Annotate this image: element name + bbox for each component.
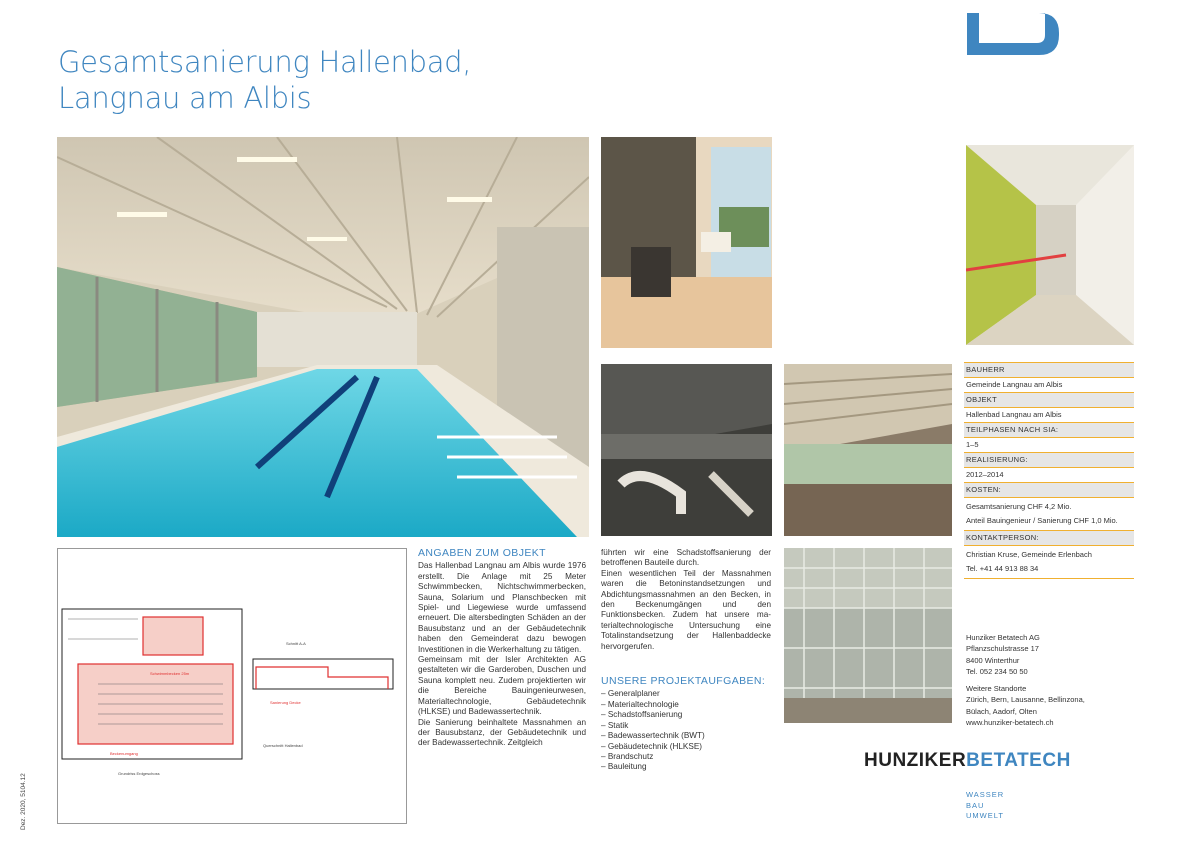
concrete-damage-photo [601, 364, 772, 536]
info-label-realisation: REALISIERUNG: [964, 452, 1134, 467]
plan-label-pool: Schwimmbecken 25m [150, 671, 190, 676]
company-street: Pflanzschulstrasse 17 [966, 644, 1039, 654]
task-item: – Materialtechnologie [601, 699, 679, 709]
title-line-1: Gesamtsanierung Hallenbad, [58, 45, 472, 79]
tagline-line: WASSER [966, 790, 1005, 799]
project-info-table [964, 362, 1134, 579]
info-label-phases: TEILPHASEN NACH SIA: [964, 422, 1134, 437]
page-title [58, 44, 471, 116]
title-line-2: Langnau am Albis [58, 81, 312, 115]
company-logo-mark [967, 13, 1059, 55]
info-label-object: OBJEKT [964, 392, 1134, 407]
info-label-contact: KONTAKTPERSON: [964, 530, 1134, 545]
object-paragraph: führten wir eine Schadstoffsanierung der betroffenen Bauteile durch. [601, 548, 771, 568]
object-info-column [418, 548, 586, 749]
task-item: – Badewassertechnik (BWT) [601, 731, 705, 741]
wordmark-part-1: HUNZIKER [864, 750, 967, 771]
info-label-client: BAUHERR [964, 362, 1134, 377]
info-value-contact-name: Christian Kruse, Gemeinde Erlenbach [964, 545, 1134, 562]
object-paragraph: Gemeinsam mit der Isler Architekten AG gestalteten wir die Garderoben, Duschen und Sauna komplett neu. Zudem projektierten wir die Bereiche Bauingenieurwesen, Materialtechnologie, Gebäudetechnik (HLKSE) und Badewassertechnik. [418, 655, 586, 717]
company-name: Hunziker Betatech AG [966, 633, 1040, 642]
company-tagline [966, 790, 1004, 822]
scaffolding-photo [784, 548, 952, 723]
floor-plan-drawing [57, 548, 407, 824]
plan-label-section: Schnitt A-A [286, 641, 306, 646]
other-locations-line: Zürich, Bern, Lausanne, Bellinzona, [966, 695, 1085, 705]
tasks-list [601, 689, 771, 772]
plan-label-edge: Beckenumgang [110, 751, 138, 756]
task-item: – Statik [601, 720, 629, 730]
tasks-heading: UNSERE PROJEKTAUFGABEN: [601, 675, 766, 688]
info-value-phases: 1–5 [964, 437, 1134, 452]
task-item: – Bauleitung [601, 762, 647, 772]
object-paragraph: Die Sanierung beinhaltete Massnahmen an der Bausubstanz, der Gebäudetechnik und der Badewassertechnik. Zeitgleich [418, 717, 586, 748]
info-value-costs-share: Anteil Bauingenieur / Sanierung CHF 1,0 Mio. [964, 514, 1134, 530]
other-locations-line: Bülach, Aadorf, Olten [966, 706, 1037, 716]
object-info-heading: ANGABEN ZUM OBJEKT [418, 547, 546, 559]
info-value-client: Gemeinde Langnau am Albis [964, 377, 1134, 392]
info-label-costs: KOSTEN: [964, 482, 1134, 497]
pool-hall-photo [57, 137, 589, 537]
sauna-lounge-photo [601, 137, 772, 348]
hall-construction-photo [784, 364, 952, 536]
company-address [966, 632, 1085, 728]
document-reference: Dez. 2020, 5104.12 [20, 773, 27, 830]
tasks-column [601, 548, 771, 773]
tagline-line: BAU [966, 800, 985, 810]
info-value-contact-phone: Tel. +41 44 913 88 34 [964, 562, 1134, 579]
task-item: – Schadstoffsanierung [601, 710, 683, 720]
wordmark-part-2: BETATECH [966, 750, 1071, 771]
changing-room-photo [966, 145, 1134, 345]
plan-label-cross-section: Querschnitt Hallenbad [263, 743, 303, 748]
other-locations-title: Weitere Standorte [966, 684, 1027, 694]
company-wordmark [864, 750, 1071, 772]
info-value-costs-total: Gesamtsanierung CHF 4,2 Mio. [964, 497, 1134, 514]
company-phone: Tel. 052 234 50 50 [966, 666, 1028, 676]
company-city: 8400 Winterthur [966, 655, 1020, 665]
tagline-line: UMWELT [966, 811, 1004, 820]
task-item: – Gebäudetechnik (HLKSE) [601, 741, 703, 751]
info-value-object: Hallenbad Langnau am Albis [964, 407, 1134, 422]
info-value-realisation: 2012–2014 [964, 467, 1134, 482]
object-paragraph: Einen wesentlichen Teil der Massnahmen waren die Betoninstandsetzungen und Abdichtungsmassnahmen an den Becken, in den Beckenumgängen und den Funktionsbecken. Zudem hat unsere materialtechnologische Untersuchung eine Totalinstandsetzung der Hallenbaddecke hervorgerufen. [601, 568, 771, 651]
company-website-link[interactable]: www.hunziker-betatech.ch [966, 718, 1054, 728]
plan-label-ground-floor: Grundriss Erdgeschoss [118, 771, 160, 776]
task-item: – Brandschutz [601, 751, 654, 761]
object-paragraph: Das Hallenbad Langnau am Albis wurde 1976 erstellt. Die Anlage mit 25 Meter Schwimmbecken, Nichtschwimmerbecken, Sauna, Solarium und Planschbecken mit Spiel- und Liegewiese wurde umfassend erneuert. Die altersbedingten Schäden an der Bausubstanz und an der Gebäudetechnik haben den Gemeinderat dazu bewogen Investitionen in die Werkerhaltung zu tätigen. [418, 561, 586, 654]
plan-label-ceiling: Sanierung Decke [270, 700, 301, 705]
task-item: – Generalplaner [601, 689, 660, 699]
